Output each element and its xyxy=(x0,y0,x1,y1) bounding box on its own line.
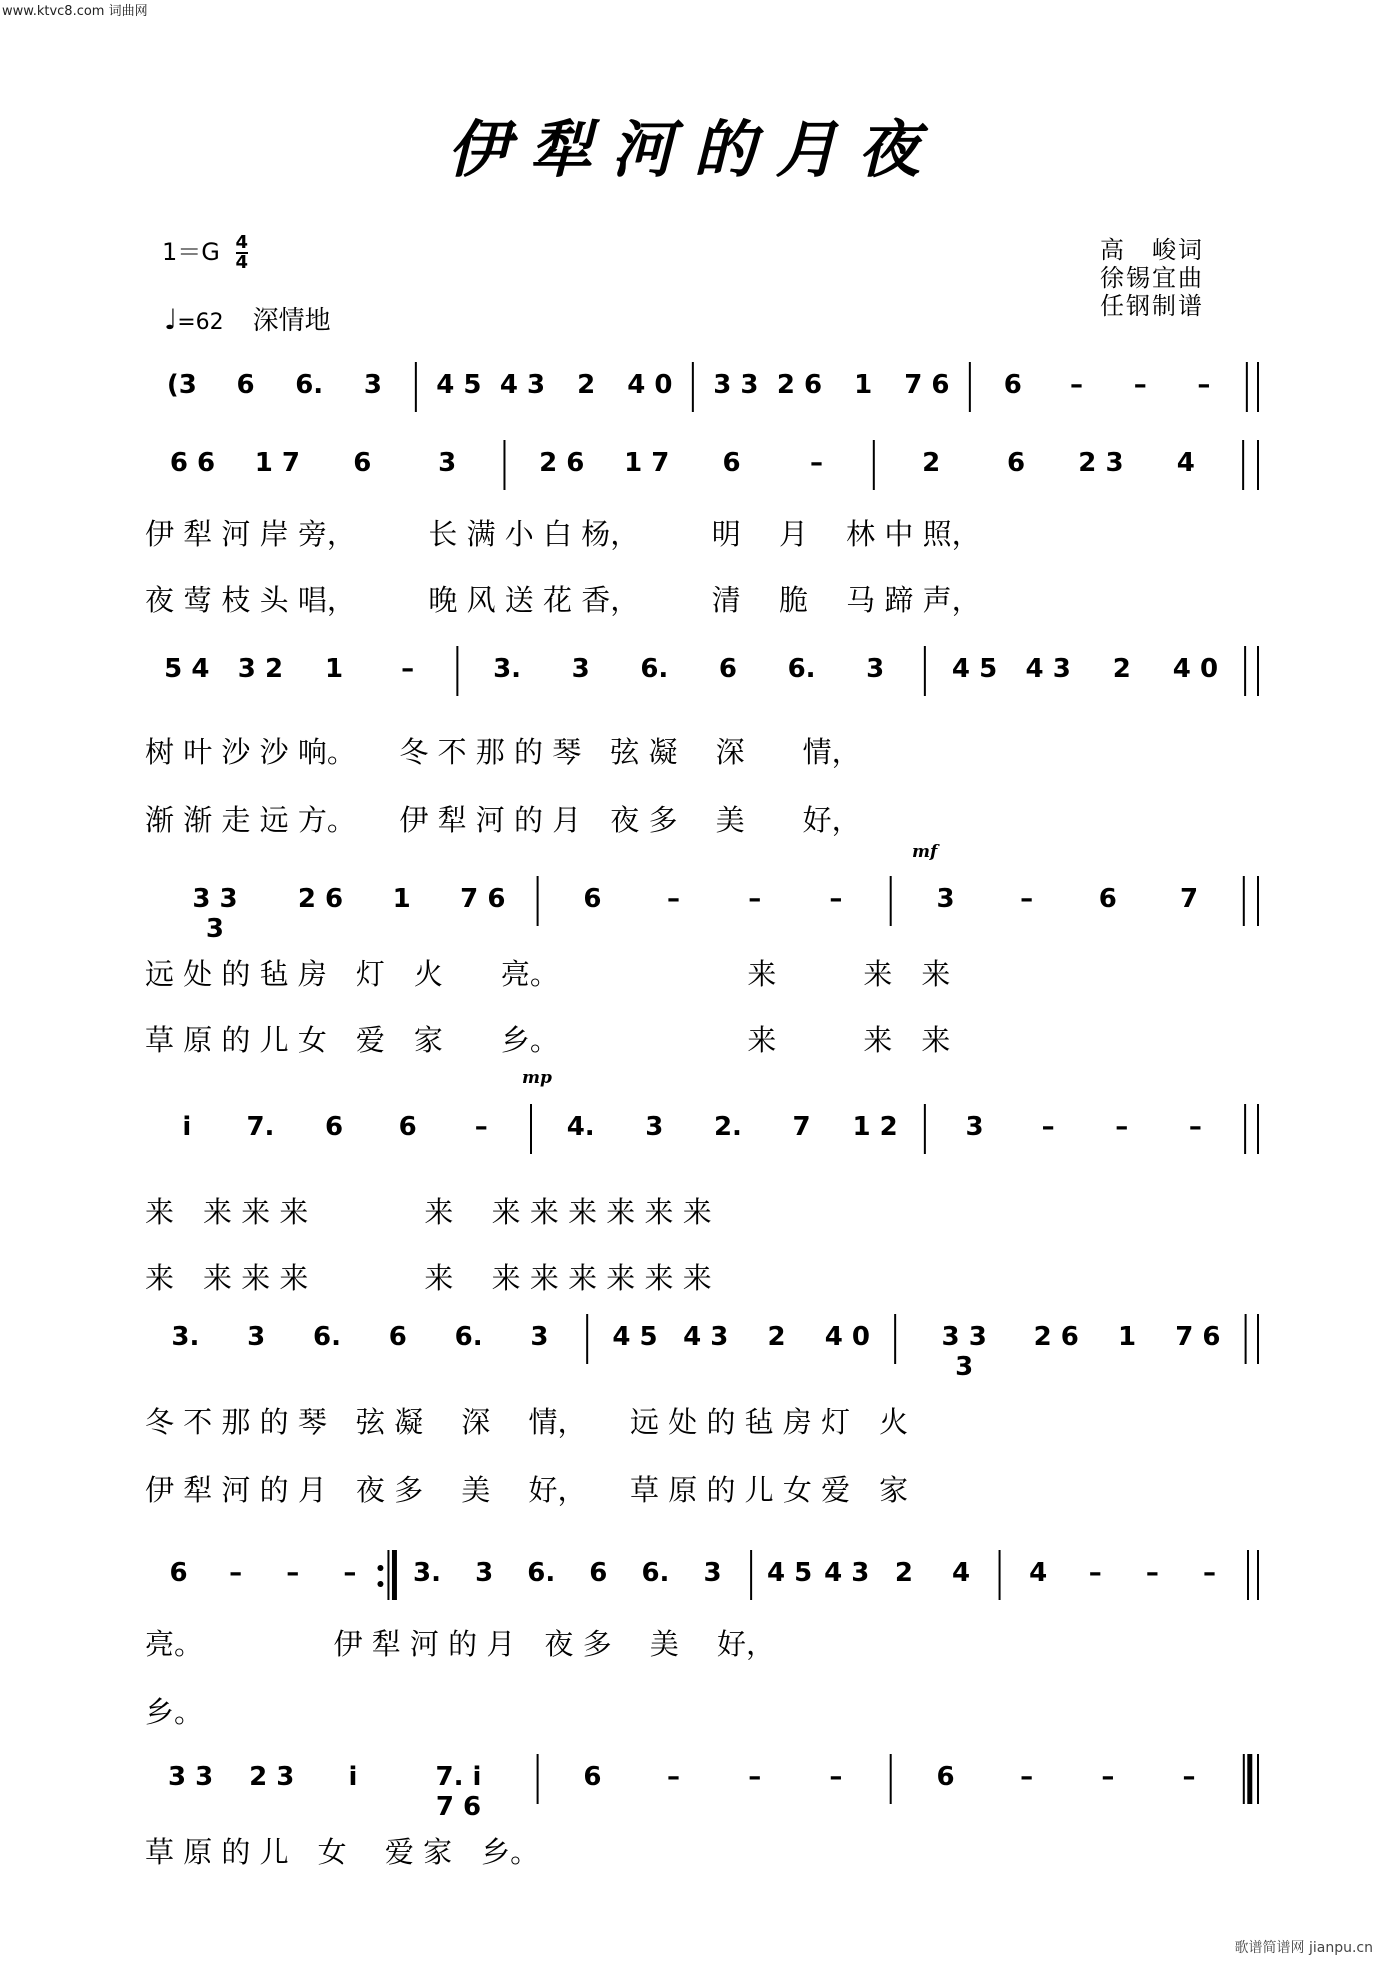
note-group: – xyxy=(748,884,762,914)
note-group: – xyxy=(809,448,823,478)
note-group: 7 6 xyxy=(904,370,950,400)
tempo-marking xyxy=(164,300,331,337)
note-group: 3 xyxy=(363,370,382,400)
note-group: – xyxy=(229,1558,243,1588)
note-group: (3 xyxy=(166,370,197,400)
note-group: – xyxy=(1202,1558,1216,1588)
note-group: 6 xyxy=(589,1558,608,1588)
note-group: 1 7 xyxy=(624,448,670,478)
note-group: 6. xyxy=(295,370,324,400)
note-group: 6 xyxy=(236,370,255,400)
expression-marking: 深情地 xyxy=(252,306,331,336)
note-group: 3. xyxy=(493,654,522,684)
note-group: i xyxy=(182,1112,192,1142)
note-group: 4. xyxy=(566,1112,595,1142)
site-watermark: www.ktvc8.com 词曲网 xyxy=(2,4,148,19)
note-group: 6. xyxy=(787,654,816,684)
time-signature xyxy=(236,234,249,272)
note-group: 4 0 xyxy=(1172,654,1219,684)
note-group: – xyxy=(1133,370,1147,400)
note-group: 7. xyxy=(246,1112,275,1142)
lyric-line: 草 原 的 儿 女 爱 家 乡。 来 来 来 xyxy=(145,1023,951,1057)
lyricist-credit: 高 峻词 xyxy=(1100,236,1204,264)
note-group: 6 xyxy=(1003,370,1022,400)
note-group: 6 xyxy=(583,884,602,914)
note-group: 2 6 xyxy=(1033,1322,1079,1352)
note-group: 6 6 xyxy=(169,448,216,478)
lyric-line: 夜 莺 枝 头 唱， 晚 风 送 花 香， 清 脆 马 蹄 声， xyxy=(145,583,981,617)
note-group: 6 xyxy=(936,1762,955,1792)
note-group: 3 xyxy=(530,1322,549,1352)
note-group: – xyxy=(829,884,843,914)
note-group: – xyxy=(1020,884,1034,914)
note-group: 6 xyxy=(388,1322,407,1352)
note-group: 7. i 7 6 xyxy=(435,1762,482,1822)
note-group: 3 xyxy=(703,1558,722,1588)
note-group: 4 xyxy=(951,1558,971,1588)
note-group: 4 5 xyxy=(612,1322,658,1352)
dynamic-mp: mp xyxy=(522,1068,552,1088)
note-group: 7 6 xyxy=(1175,1322,1221,1352)
note-group: 2 6 xyxy=(539,448,585,478)
note-group: 3 xyxy=(475,1558,494,1588)
note-group: 3 3 3 xyxy=(941,1322,987,1382)
note-group: – xyxy=(1188,1112,1202,1142)
note-group: 6 xyxy=(1098,884,1117,914)
note-group: 3 xyxy=(866,654,885,684)
song-title: 伊犁河的月夜 xyxy=(447,113,940,186)
note-group: – xyxy=(667,1762,681,1792)
note-group: 6 xyxy=(1006,448,1026,478)
note-group: i xyxy=(348,1762,358,1792)
quarter-note-icon: ♩ xyxy=(164,303,178,336)
note-group: 6 xyxy=(398,1112,417,1142)
note-group: 6 xyxy=(722,448,741,478)
note-group: – xyxy=(667,884,681,914)
dynamic-mf: mf xyxy=(912,842,938,862)
note-group: – xyxy=(1101,1762,1115,1792)
key-label: 1＝G xyxy=(162,238,220,266)
note-group: 4 5 xyxy=(951,654,998,684)
tempo-value: =62 xyxy=(177,310,224,335)
note-group: 1 xyxy=(325,654,344,684)
note-group: 3 3 3 xyxy=(192,884,238,944)
note-group: 6 xyxy=(353,448,372,478)
note-group: 4 5 xyxy=(767,1558,813,1588)
note-group: – xyxy=(1182,1762,1196,1792)
note-group: 2 3 xyxy=(1078,448,1124,478)
note-group: 4 3 xyxy=(824,1558,870,1588)
lyric-line: 乡。 xyxy=(145,1695,204,1729)
note-group: – xyxy=(286,1558,300,1588)
note-group: 4 xyxy=(1029,1558,1048,1588)
lyric-line: 亮。 伊 犁 河 的 月 夜 多 美 好， xyxy=(145,1627,776,1661)
note-group: 1 xyxy=(1117,1322,1137,1352)
note-group: 2 xyxy=(922,448,941,478)
note-group: 4 5 xyxy=(436,370,482,400)
note-group: 6 xyxy=(583,1762,602,1792)
note-group: 1 7 xyxy=(254,448,300,478)
source-watermark: 歌谱简谱网 jianpu.cn xyxy=(1234,1940,1373,1956)
note-group: – xyxy=(1070,370,1084,400)
note-group: 6 xyxy=(325,1112,344,1142)
time-signature-bottom: 4 xyxy=(235,252,249,273)
note-group: 3 3 xyxy=(167,1762,214,1792)
note-group: 3 xyxy=(645,1112,664,1142)
note-group: 3 xyxy=(936,884,955,914)
credits-block xyxy=(1100,236,1204,320)
lyric-line: 伊 犁 河 岸 旁， 长 满 小 白 杨， 明 月 林 中 照， xyxy=(145,517,981,551)
note-group: 6. xyxy=(454,1322,483,1352)
lyric-line: 远 处 的 毡 房 灯 火 亮。 来 来 来 xyxy=(145,957,951,991)
note-group: 6. xyxy=(641,1558,670,1588)
lyric-line: 来 来 来 来 来 来 来 来 来 来 来 xyxy=(145,1261,712,1295)
note-group: – xyxy=(1020,1762,1034,1792)
note-group: 2 xyxy=(1112,654,1131,684)
lyric-line: 树 叶 沙 沙 响。 冬 不 那 的 琴 弦 凝 深 情， xyxy=(145,735,861,769)
note-group: 1 2 xyxy=(852,1112,898,1142)
note-group: 1 xyxy=(392,884,411,914)
note-group: 6. xyxy=(313,1322,341,1352)
note-group: 2 xyxy=(577,370,596,400)
note-group: 7 6 xyxy=(460,884,506,914)
note-group: – xyxy=(343,1558,357,1588)
note-group: 3 xyxy=(571,654,590,684)
arranger-credit: 任钢制谱 xyxy=(1100,292,1204,320)
note-group: 3 xyxy=(247,1322,266,1352)
lyric-line: 冬 不 那 的 琴 弦 凝 深 情， 远 处 的 毡 房 灯 火 xyxy=(145,1405,909,1439)
key-signature xyxy=(162,232,248,272)
note-group: 3 xyxy=(438,448,457,478)
time-signature-top: 4 xyxy=(235,232,249,253)
note-group: 2 6 xyxy=(776,370,823,400)
note-group: 6. xyxy=(640,654,669,684)
note-group: 1 xyxy=(854,370,873,400)
note-group: 4 xyxy=(1176,448,1195,478)
note-group: – xyxy=(474,1112,488,1142)
note-group: – xyxy=(829,1762,843,1792)
note-group: – xyxy=(748,1762,762,1792)
note-group: 4 3 xyxy=(499,370,546,400)
note-group: 3. xyxy=(171,1322,200,1352)
note-group: 7 xyxy=(1179,884,1199,914)
note-group: 4 3 xyxy=(683,1322,729,1352)
note-group: 6 xyxy=(718,654,737,684)
lyric-line: 渐 渐 走 远 方。 伊 犁 河 的 月 夜 多 美 好， xyxy=(145,803,861,837)
note-group: 2 xyxy=(767,1322,786,1352)
note-group: 3 xyxy=(965,1112,984,1142)
note-group: 6. xyxy=(527,1558,556,1588)
note-group: 3 2 xyxy=(237,654,284,684)
note-group: – xyxy=(1145,1558,1159,1588)
lyric-line: 来 来 来 来 来 来 来 来 来 来 来 xyxy=(145,1195,712,1229)
note-group: 2 xyxy=(894,1558,913,1588)
note-group: 4 3 xyxy=(1025,654,1071,684)
note-group: 5 4 xyxy=(164,654,210,684)
note-group: – xyxy=(1197,370,1211,400)
note-group: – xyxy=(1088,1558,1102,1588)
note-group: 7 xyxy=(792,1112,811,1142)
note-group: 3 3 xyxy=(713,370,759,400)
note-group: – xyxy=(401,654,415,684)
note-group: – xyxy=(1041,1112,1055,1142)
lyric-line: 草 原 的 儿 女 爱 家 乡。 xyxy=(145,1835,540,1869)
note-group: 2 6 xyxy=(297,884,344,914)
note-group: – xyxy=(1115,1112,1129,1142)
note-group: 6 xyxy=(169,1558,188,1588)
lyric-line: 伊 犁 河 的 月 夜 多 美 好， 草 原 的 儿 女 爱 家 xyxy=(145,1473,909,1507)
note-group: 3. xyxy=(413,1558,441,1588)
composer-credit: 徐锡宜曲 xyxy=(1100,264,1204,292)
note-group: 4 0 xyxy=(824,1322,870,1352)
note-group: 2. xyxy=(713,1112,742,1142)
note-group: 2 3 xyxy=(249,1762,295,1792)
note-group: 4 0 xyxy=(627,370,673,400)
